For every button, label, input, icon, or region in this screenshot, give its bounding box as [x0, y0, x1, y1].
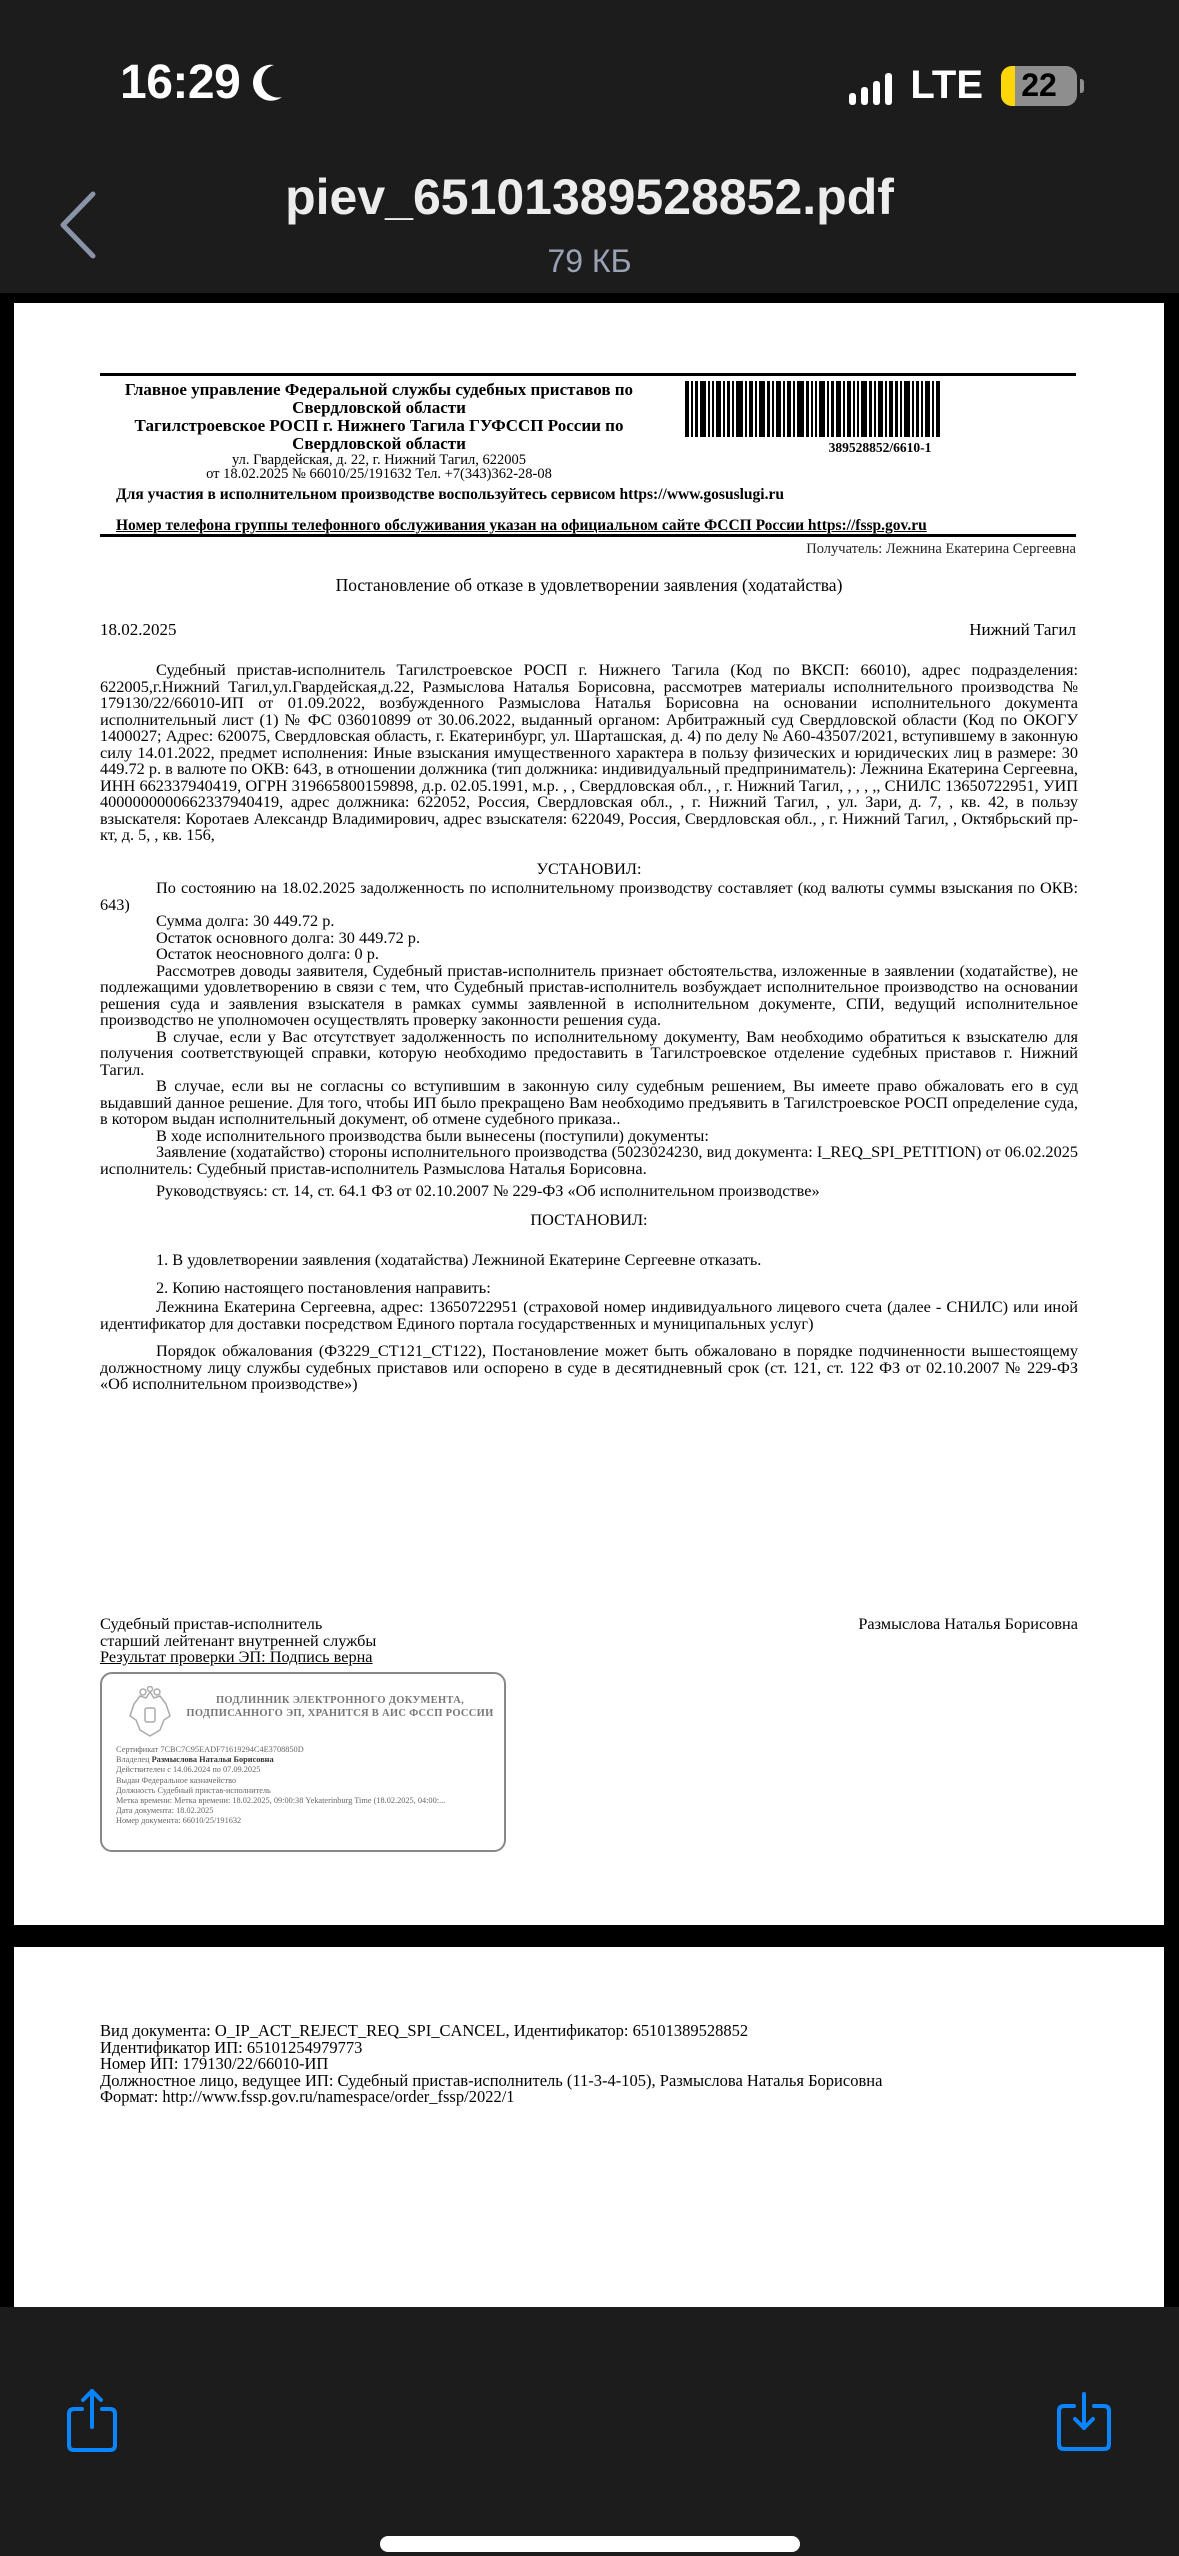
- battery-icon: [1001, 66, 1077, 106]
- org-address-line: ул. Гвардейская, д. 22, г. Нижний Тагил, 622005: [232, 452, 526, 468]
- top-bar: [0, 0, 1179, 293]
- moon-icon: [246, 61, 286, 105]
- signer-position: Судебный пристав-исполнитель: [100, 1614, 323, 1633]
- e-signature-stamp: [100, 1672, 506, 1852]
- resolution-item-2: 2. Копию настоящего постановления направить:: [156, 1277, 491, 1297]
- no-debt-paragraph: В случае, если у Вас отсутствует задолженность по исполнительному документу, Вам необходимо обратиться к взыскателю для получения соответствующей справки, которую необходимо предоставить в Тагилстроевское отделение судебных приставов г. Нижний Тагил.: [100, 1026, 1078, 1079]
- org-line: Свердловской области: [292, 434, 466, 453]
- coat-of-arms-icon: [126, 1686, 174, 1740]
- file-name: piev_65101389528852.pdf: [285, 169, 894, 225]
- share-icon: [66, 2387, 118, 2453]
- ip-id-line: Идентификатор ИП: 65101254979773: [100, 2037, 363, 2057]
- signal-icon: [849, 67, 892, 105]
- bottom-toolbar: [0, 2307, 1179, 2556]
- document-date: 18.02.2025: [100, 620, 177, 639]
- guided-paragraph: Руководствуясь: ст. 14, ст. 64.1 ФЗ от 02.10.2007 № 229-ФЗ «Об исполнительном производстве»: [156, 1181, 820, 1200]
- resolved-heading: ПОСТАНОВИЛ:: [530, 1209, 648, 1229]
- signature-check: Результат проверки ЭП: Подпись верна: [100, 1647, 373, 1666]
- org-line: Главное управление Федеральной службы судебных приставов по: [124, 380, 634, 399]
- signer-name: Размыслова Наталья Борисовна: [858, 1614, 1078, 1633]
- appeal-paragraph: В случае, если вы не согласны со вступившим в законную силу судебным решением, Вы имеете право обжаловать его в суд выдавший данное решение. Для того, чтобы ИП было прекращено Вам необходимо предъявить в Тагилстроевское РОСП определение суда, в котором выдан исполнительный документ, об отмене судебного приказа..: [100, 1076, 1078, 1128]
- established-heading: УСТАНОВИЛ:: [536, 858, 642, 878]
- status-indicators: [849, 63, 1084, 108]
- document-body: [100, 662, 1078, 1393]
- recipient: Получатель: Лежнина Екатерина Сергеевна: [806, 541, 1076, 557]
- resolution-item-1: 1. В удовлетворении заявления (ходатайства) Лежниной Екатерине Сергеевне отказать.: [156, 1250, 762, 1269]
- share-button[interactable]: [66, 2387, 118, 2453]
- save-to-files-button[interactable]: [1056, 2392, 1112, 2452]
- position-line: Должность Судебный пристав-исполнитель: [116, 1785, 271, 1795]
- pdf-page-2[interactable]: [14, 1947, 1164, 2307]
- stamp-details: [116, 1745, 498, 1827]
- signer-rank: старший лейтенант внутренней службы: [100, 1630, 377, 1650]
- save-to-files-icon: [1056, 2392, 1112, 2452]
- document-metadata: [100, 2023, 882, 2106]
- org-line: Свердловской области: [292, 398, 466, 417]
- header-rule: [100, 373, 1076, 376]
- file-size: 79 КБ: [547, 243, 632, 279]
- signature-block: [100, 1616, 1078, 1666]
- stamp-heading-line: ПОДПИСАННОГО ЭП, ХРАНИТСЯ В АИС ФССП РОССИИ: [186, 1708, 494, 1719]
- owner-line: Владелец Размыслова Наталья Борисовна: [116, 1755, 274, 1765]
- intro-paragraph: Судебный пристав-исполнитель Тагилстроевское РОСП г. Нижнего Тагила (Код по ВКСП: 66010), адрес подразделения: 622005,г.Нижний Тагил,ул.Гвардейская,д.22, Размыслова Наталья Борисовна, рассмотрев материалы исполнительного производства № 179130/22/66010-ИП от 01.09.2022, возбужденного Размыслова Наталья Борисовна на основании исполнительного документа исполнительный лист (1) № ФС 036010899 от 30.06.2022, выданный органом: Арбитражный суд Свердловской области (Код по ОКОГУ 1400027; Адрес: 620075, Свердловская область, г. Екатеринбург, ул. Шарташская, д. 4) по делу № А60-43507/2021, вступившему в законную силу 14.01.2022, предмет исполнения: Иные взыскания имущественного характера в пользу физических и юридических лиц в размере: 30 449.72 р. в валюте по ОКВ: 643, в отношении должника (тип должника: индивидуальный предприниматель): Лежнина Екатерина Сергеевна, ИНН 662337940419, ОГРН 319665800159898, д.р. 02.05.1991, м.р. , , Свердловская обл., , г. Нижний Тагил, , , , ,, СНИЛС 13650722951, УИП 4000000000662337940419, адрес должника: 622052, Россия, Свердловская обл., , г. Нижний Тагил, , ул. Зари, д. 7, , кв. 42, в пользу взыскателя: Коротаев Александр Владимирович, адрес взыскателя: 622049, Россия, Свердловская обл., , г. Нижний Тагил, , Октябрьский пр-кт, д. 5, , кв. 156,: [100, 660, 1078, 844]
- stamp-heading: [182, 1694, 498, 1720]
- document-city: Нижний Тагил: [969, 620, 1076, 639]
- documents-paragraph: В ходе исполнительного производства были вынесены (поступили) документы:: [156, 1125, 709, 1145]
- battery-cap: [1080, 79, 1084, 93]
- petition-paragraph: Заявление (ходатайство) стороны исполнительного производства (5023024230, вид документа: I_REQ_SPI_PETITION) от 06.02.2025 исполнитель: Судебный пристав-исполнитель Размыслова Наталья Борисовна.: [100, 1142, 1078, 1178]
- timestamp-line: Метка времени: Метка времени: 18.02.2025, 09:00:38 Yekaterinburg Time (18.02.2025, 04:00:...: [116, 1796, 446, 1806]
- validity-line: Действителен с 14.06.2024 по 07.09.2025: [116, 1765, 261, 1775]
- debt-principal: Остаток основного долга: 30 449.72 р.: [156, 927, 421, 947]
- certificate-line: Сертификат 7CBC7C95EADF71619294C4E3708850D: [116, 1745, 304, 1754]
- debt-total: Сумма долга: 30 449.72 р.: [156, 911, 335, 930]
- review-paragraph: Рассмотрев доводы заявителя, Судебный пристав-исполнитель признает обстоятельства, изложенные в заявлении (ходатайстве), не подлежащими удовлетворению в связи с тем, что Судебный пристав-исполнитель возбуждает исполнительное производство на основании решения суда и заявления взыскателя в рамках суммы заявленной в исполнительном документе, СПИ, ведущий исполнительное производство не уполномочен осуществлять проверку законности решения суда.: [100, 960, 1078, 1029]
- home-indicator[interactable]: [380, 2536, 800, 2552]
- document-title: Постановление об отказе в удовлетворении заявления (ходатайства): [335, 575, 843, 595]
- header-rule-bottom: [100, 534, 1076, 537]
- fssp-phone-note: Номер телефона группы телефонного обслуживания указан на официальном сайте ФССП России https://fssp.gov.ru: [116, 517, 927, 534]
- copy-recipient: Лежнина Екатерина Сергеевна, адрес: 13650722951 (страховой номер индивидуального лицевого счета (далее - СНИЛС) или иной идентификатор для доставки посредством Единого портала государственных и муниципальных услуг): [100, 1297, 1078, 1333]
- org-reference: от 18.02.2025 № 66010/25/191632 Тел. +7(343)362-28-08: [206, 466, 552, 482]
- doc-date-line: Дата документа: 18.02.2025: [116, 1806, 214, 1816]
- gosuslugi-note: Для участия в исполнительном производстве воспользуйтесь сервисом https://www.gosuslugi.ru: [116, 486, 784, 503]
- clock: 16:29: [120, 56, 241, 109]
- status-time: [120, 55, 286, 110]
- debt-other: Остаток неосновного долга: 0 р.: [156, 944, 379, 963]
- pdf-page-1[interactable]: [14, 303, 1164, 1925]
- barcode-number: 389528852/6610-1: [828, 440, 932, 455]
- barcode: [685, 381, 1075, 437]
- stamp-heading-line: ПОДЛИННИК ЭЛЕКТРОННОГО ДОКУМЕНТА,: [215, 1695, 465, 1706]
- doc-type-line: Вид документа: O_IP_ACT_REJECT_REQ_SPI_CANCEL, Идентификатор: 65101389528852: [100, 2021, 749, 2040]
- ip-number-line: Номер ИП: 179130/22/66010-ИП: [100, 2054, 329, 2073]
- network-type: LTE: [910, 63, 983, 107]
- organization-name: [114, 381, 644, 453]
- format-line: Формат: http://www.fssp.gov.ru/namespace/order_fssp/2022/1: [100, 2087, 515, 2106]
- debt-status: По состоянию на 18.02.2025 задолженность по исполнительному производству составляет (код валюты суммы взыскания по ОКВ: 643): [100, 878, 1078, 914]
- doc-number-line: Номер документа: 66010/25/191632: [116, 1816, 242, 1826]
- appeal-order: Порядок обжалования (ФЗ229_СТ121_СТ122), Постановление может быть обжаловано в порядке подчиненности вышестоящему должностному лицу службы судебных приставов или оспорено в суде в десятидневный срок (ст. 121, ст. 122 ФЗ от 02.10.2007 № 229-ФЗ «Об исполнительном производстве»): [100, 1341, 1078, 1393]
- battery-level: 22: [1021, 67, 1057, 103]
- official-line: Должностное лицо, ведущее ИП: Судебный пристав-исполнитель (11-3-4-105), Размыслова Наталья Борисовна: [100, 2070, 883, 2090]
- organization-address: [114, 453, 644, 481]
- issuer-line: Выдан Федеральное казначейство: [116, 1775, 237, 1785]
- org-line: Тагилстроевское РОСП г. Нижнего Тагила ГУФССП России по: [134, 416, 624, 435]
